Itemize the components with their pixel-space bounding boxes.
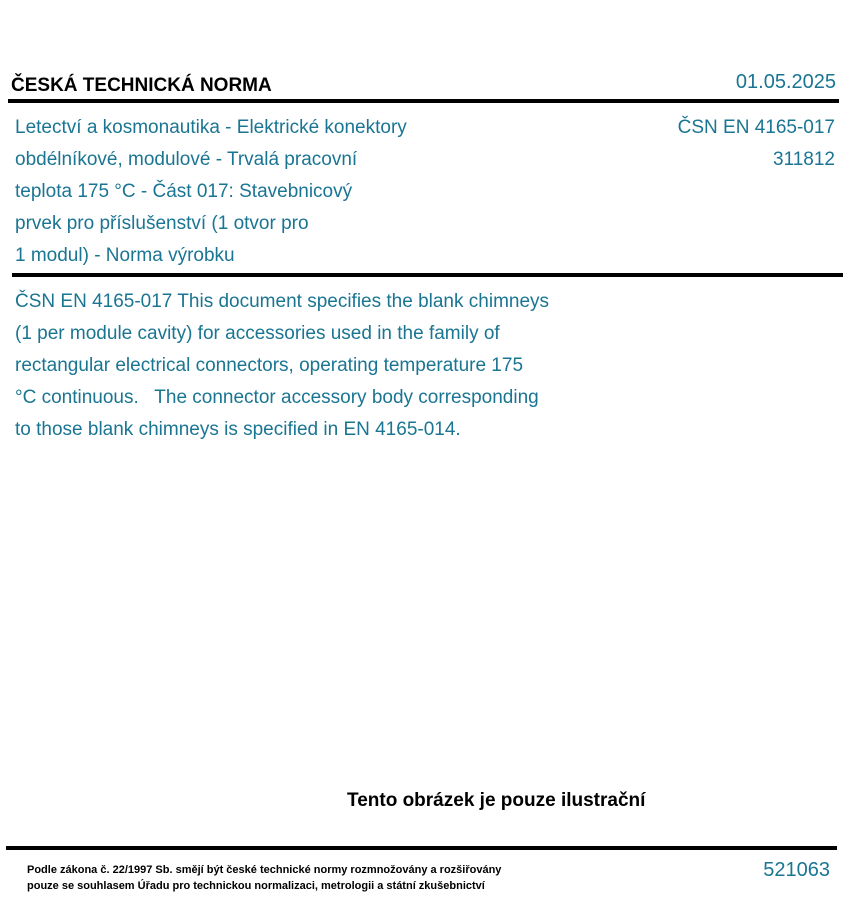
document-number: 521063 <box>763 859 830 881</box>
illustration-note: Tento obrázek je pouze ilustrační <box>347 790 646 811</box>
description-line: rectangular electrical connectors, operating temperature 175 <box>15 355 524 376</box>
legal-notice <box>27 862 501 894</box>
description-line: to those blank chimneys is specified in EN 4165-014. <box>15 419 461 440</box>
description-line: (1 per module cavity) for accessories used in the family of <box>15 323 500 344</box>
standard-codes <box>678 112 835 176</box>
legal-line: pouze se souhlasem Úřadu pro technickou normalizaci, metrologii a státní zkušebnictví <box>27 880 485 892</box>
standard-title-line: Letectví a kosmonautika - Elektrické konektory <box>15 117 407 138</box>
standard-title-line: obdélníkové, modulové - Trvalá pracovní <box>15 149 358 170</box>
description-line: ČSN EN 4165-017 This document specifies the blank chimneys <box>15 291 550 312</box>
standard-title-line: 1 modul) - Norma výrobku <box>15 245 235 266</box>
standard-title-line: teplota 175 °C - Část 017: Stavebnicový <box>15 181 353 202</box>
standard-code: ČSN EN 4165-017 <box>677 117 835 138</box>
footer-divider <box>6 846 837 850</box>
title-divider <box>12 273 843 277</box>
description <box>15 286 635 446</box>
header-title: ČESKÁ TECHNICKÁ NORMA <box>11 75 272 96</box>
legal-line: Podle zákona č. 22/1997 Sb. smějí být české technické normy rozmnožovány a rozšiřovány <box>27 864 502 876</box>
header-divider <box>8 99 839 103</box>
standard-title-line: prvek pro příslušenství (1 otvor pro <box>15 213 309 234</box>
standard-title <box>15 112 485 272</box>
header-date: 01.05.2025 <box>735 71 836 93</box>
class-number: 311812 <box>773 149 835 170</box>
description-line: °C continuous. The connector accessory body corresponding <box>15 387 539 408</box>
